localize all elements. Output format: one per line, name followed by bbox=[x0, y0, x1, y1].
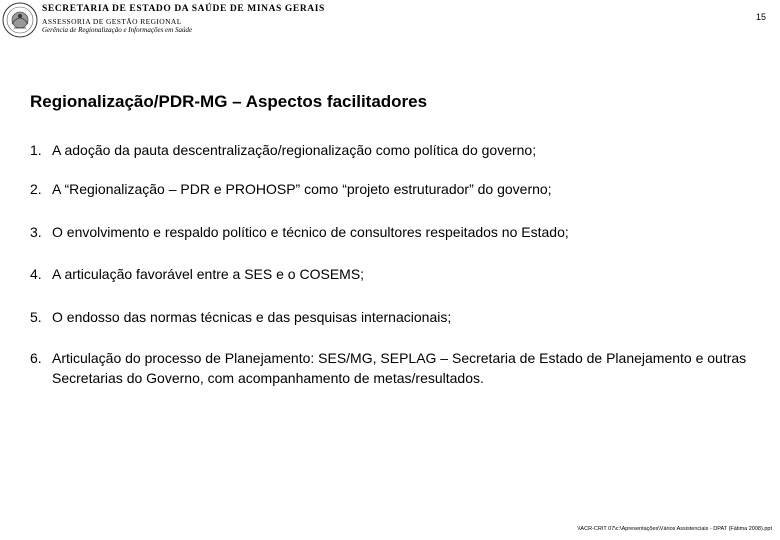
list-item-number: 2. bbox=[30, 181, 42, 197]
list-item bbox=[30, 140, 750, 160]
list-item bbox=[30, 179, 750, 199]
list-item-text: O endosso das normas técnicas e das pesquisas internacionais; bbox=[52, 309, 452, 325]
list-item-text: A “Regionalização – PDR e PROHOSP” como “projeto estruturador” do governo; bbox=[52, 181, 552, 197]
document-header bbox=[42, 5, 325, 34]
page-number: 15 bbox=[755, 12, 766, 22]
header-department: Gerência de Regionalização e Informações em Saúde bbox=[42, 26, 193, 34]
footer-file-path: \\ACR-CRIT 07\c:\Apresentações\Vários Assistenciais - DPAT (Fátima 2008).ppt bbox=[577, 526, 772, 532]
list-item-number: 6. bbox=[30, 350, 42, 366]
list-item bbox=[30, 307, 750, 327]
list-item-number: 5. bbox=[30, 309, 42, 325]
list-item bbox=[30, 222, 750, 242]
header-title: SECRETARIA DE ESTADO DA SAÚDE DE MINAS GERAIS bbox=[42, 4, 325, 14]
list-item-number: 4. bbox=[30, 266, 42, 282]
list-item-number: 3. bbox=[30, 224, 42, 240]
list-item-number: 1. bbox=[30, 142, 42, 158]
list-item bbox=[30, 264, 750, 284]
list-item-text: O envolvimento e respaldo político e técnico de consultores respeitados no Estado; bbox=[52, 224, 569, 240]
list-item-text: Articulação do processo de Planejamento: SES/MG, SEPLAG – Secretaria de Estado de Planejamento e outras Secretarias do Governo, com acompanhamento de metas/resultados. bbox=[52, 350, 747, 386]
state-seal-logo bbox=[2, 2, 38, 38]
list-item-text: A adoção da pauta descentralização/regionalização como política do governo; bbox=[52, 142, 537, 158]
list-item-text: A articulação favorável entre a SES e o COSEMS; bbox=[52, 266, 365, 282]
header-subtitle: ASSESSORIA DE GESTÃO REGIONAL bbox=[42, 16, 182, 26]
list-item bbox=[30, 348, 750, 388]
slide-title: Regionalização/PDR-MG – Aspectos facilitadores bbox=[30, 92, 428, 111]
